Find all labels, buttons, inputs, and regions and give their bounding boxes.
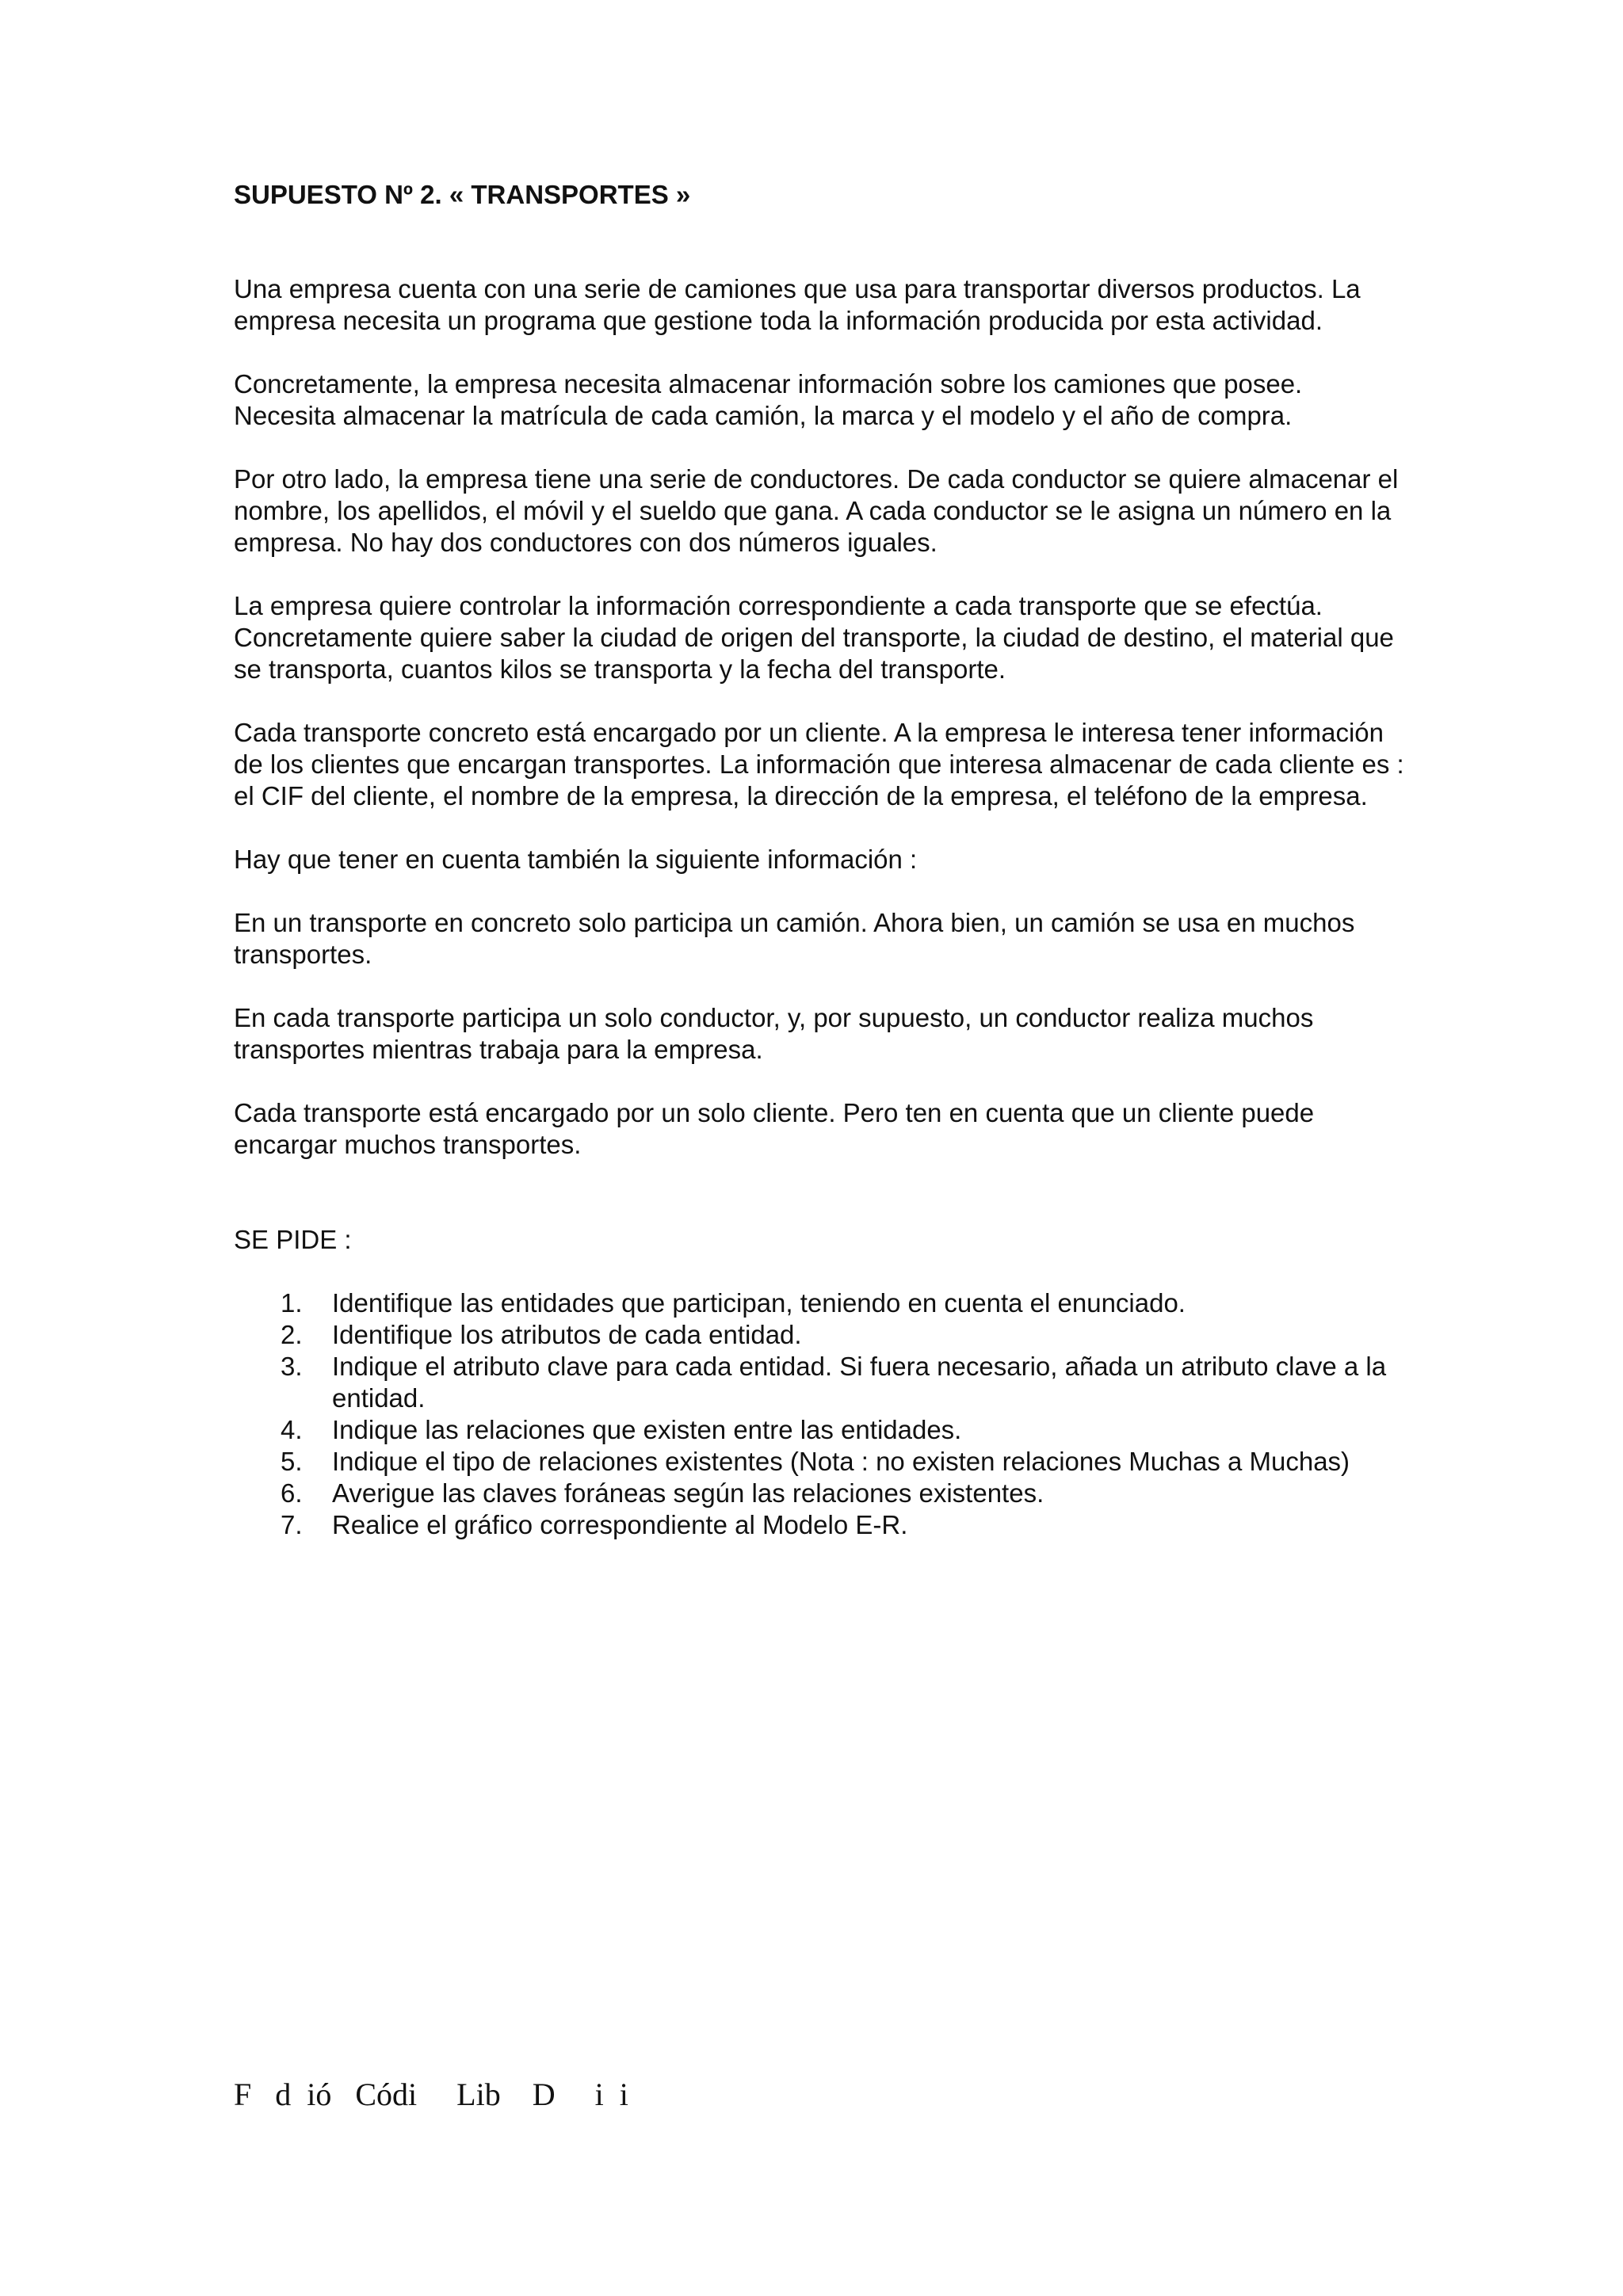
list-item-number: 3. (281, 1352, 303, 1381)
list-item-number: 6. (281, 1478, 303, 1508)
list-item-number: 7. (281, 1510, 303, 1539)
paragraph-intro: Una empresa cuenta con una serie de camiones que usa para transportar diversos productos. La empresa necesita un programa que gestione toda la información producida por esta actividad. (234, 274, 1361, 335)
document-title: SUPUESTO Nº 2. « TRANSPORTES » (234, 180, 691, 209)
paragraph-relacion-conductor: En cada transporte participa un solo conductor, y, por supuesto, un conductor realiza muchos transportes mientras trabaja para la empresa. (234, 1003, 1314, 1064)
list-item (234, 1414, 1407, 1446)
list-item-number: 1. (281, 1288, 303, 1318)
list-item (234, 1287, 1407, 1319)
list-item-text: Indique el tipo de relaciones existentes (Nota : no existen relaciones Muchas a Muchas) (332, 1447, 1350, 1476)
paragraph-camiones: Concretamente, la empresa necesita almacenar información sobre los camiones que posee. Necesita almacenar la matrícula de cada camión, la marca y el modelo y el año de compra. (234, 369, 1303, 430)
paragraph-info-adicional: Hay que tener en cuenta también la siguiente información : (234, 845, 918, 874)
paragraph-clientes: Cada transporte concreto está encargado por un cliente. A la empresa le interesa tener información de los clientes que encargan transportes. La información que interesa almacenar de cada cliente es : el CIF del cliente, el nombre de la empresa, la dirección de la empresa, el teléfono de la empresa. (234, 718, 1404, 810)
paragraph-transportes: La empresa quiere controlar la información correspondiente a cada transporte que se efectúa. Concretamente quiere saber la ciudad de origen del transporte, la ciudad de destino, el material que se transporta, cuantos kilos se transporta y la fecha del transporte. (234, 591, 1394, 684)
list-item-text: Identifique los atributos de cada entidad. (332, 1320, 802, 1349)
list-item (234, 1319, 1407, 1351)
list-item (234, 1446, 1407, 1478)
list-item-number: 5. (281, 1447, 303, 1476)
list-item (234, 1351, 1407, 1414)
paragraph-relacion-camion: En un transporte en concreto solo participa un camión. Ahora bien, un camión se usa en muchos transportes. (234, 908, 1355, 969)
list-item-text: Identifique las entidades que participan, teniendo en cuenta el enunciado. (332, 1288, 1186, 1318)
list-item-number: 4. (281, 1415, 303, 1444)
list-item-text: Indique el atributo clave para cada entidad. Si fuera necesario, añada un atributo clave a la entidad. (332, 1352, 1387, 1413)
list-item-text: Indique las relaciones que existen entre las entidades. (332, 1415, 962, 1444)
se-pide-heading: SE PIDE : (234, 1225, 352, 1254)
requirements-list (234, 1287, 1407, 1541)
list-item-text: Averigue las claves foráneas según las relaciones existentes. (332, 1478, 1044, 1508)
paragraph-relacion-cliente: Cada transporte está encargado por un solo cliente. Pero ten en cuenta que un cliente puede encargar muchos transportes. (234, 1098, 1315, 1159)
paragraph-conductores: Por otro lado, la empresa tiene una serie de conductores. De cada conductor se quiere almacenar el nombre, los apellidos, el móvil y el sueldo que gana. A cada conductor se le asigna un número en la empresa. No hay dos conductores con dos números iguales. (234, 464, 1399, 557)
list-item (234, 1509, 1407, 1541)
page-footer: F d ió Códi Lib D i i (234, 2077, 628, 2112)
list-item-text: Realice el gráfico correspondiente al Modelo E-R. (332, 1510, 908, 1539)
list-item-number: 2. (281, 1320, 303, 1349)
document-body (234, 179, 1407, 1541)
list-item (234, 1478, 1407, 1509)
